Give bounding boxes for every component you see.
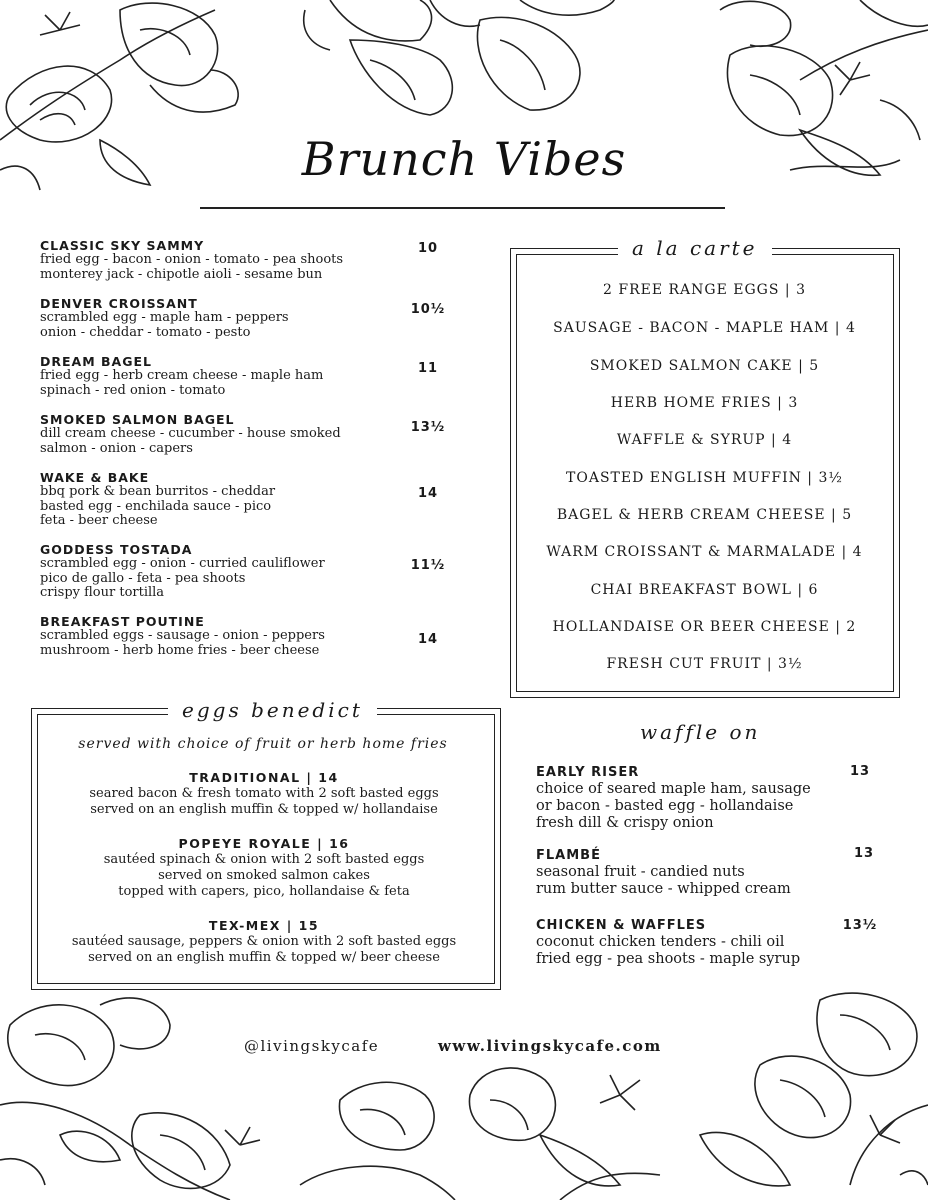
item-desc-line: bbq pork & bean burritos - cheddar [40, 484, 276, 499]
item-desc-line: basted egg - enchilada sauce - pico [40, 498, 272, 514]
benedict-item-desc-line: served on an english muffin & topped w/ beer cheese [88, 950, 440, 965]
item-price: 11 [417, 361, 439, 376]
waffle-item-price: 13 [849, 764, 871, 779]
waffle-item-desc-line: fried egg - pea shoots - maple syrup [536, 951, 801, 967]
menu-title: Brunch Vibes [301, 132, 627, 186]
a-la-carte-item: HERB HOME FRIES | 3 [610, 395, 799, 411]
benedict-item [36, 770, 492, 818]
waffle-item [536, 917, 896, 968]
waffle-item [536, 847, 896, 898]
menu-item [40, 470, 460, 529]
item-name: CLASSIC SKY SAMMY [40, 238, 205, 253]
waffle-item [536, 764, 896, 832]
item-price: 14 [417, 486, 439, 501]
item-price: 10 [417, 241, 439, 256]
menu-item [40, 238, 460, 282]
benedict-item [36, 918, 492, 966]
item-price: 11½ [410, 558, 446, 573]
waffle-item-desc-line: fresh dill & crispy onion [536, 815, 714, 831]
item-desc-line: scrambled eggs - sausage - onion - peppers [40, 628, 325, 643]
a-la-carte-item: CHAI BREAKFAST BOWL | 6 [590, 582, 819, 598]
item-desc-line: fried egg - bacon - onion - tomato - pea shoots [40, 252, 344, 267]
eggs-benedict-subtitle: served with choice of fruit or herb home fries [78, 736, 448, 752]
item-desc-line: onion - cheddar - tomato - pesto [40, 324, 251, 340]
floral-illustration-icon [0, 985, 928, 1200]
waffle-item-name: FLAMBÉ [536, 848, 601, 863]
social-handle-link[interactable]: @livingskycafe [244, 1037, 380, 1055]
item-desc-line: scrambled egg - maple ham - peppers [40, 310, 289, 325]
item-desc-line: pico de gallo - feta - pea shoots [40, 570, 246, 586]
item-desc-line: crispy flour tortilla [40, 585, 165, 600]
item-name: WAKE & BAKE [40, 470, 150, 485]
benedict-item-name: TRADITIONAL | 14 [189, 770, 339, 785]
item-price: 10½ [410, 302, 446, 317]
item-name: GODDESS TOSTADA [40, 542, 193, 557]
benedict-item-desc-line: sautéed spinach & onion with 2 soft basted eggs [103, 852, 425, 867]
menu-item [40, 412, 460, 456]
waffle-item-price: 13½ [842, 918, 878, 933]
item-name: DREAM BAGEL [40, 354, 152, 369]
a-la-carte-item: FRESH CUT FRUIT | 3½ [606, 656, 803, 672]
item-desc-line: salmon - onion - capers [40, 440, 193, 456]
a-la-carte-item: BAGEL & HERB CREAM CHEESE | 5 [556, 507, 853, 523]
menu-item [40, 296, 460, 340]
a-la-carte-item: WAFFLE & SYRUP | 4 [616, 432, 793, 448]
waffle-item-desc-line: or bacon - basted egg - hollandaise [536, 798, 794, 814]
waffle-item-desc-line: seasonal fruit - candied nuts [536, 864, 745, 880]
item-desc-line: monterey jack - chipotle aioli - sesame bun [40, 266, 323, 282]
item-desc-line: spinach - red onion - tomato [40, 382, 226, 398]
a-la-carte-item: 2 FREE RANGE EGGS | 3 [603, 282, 806, 298]
item-desc-line: mushroom - herb home fries - beer cheese [40, 642, 320, 658]
a-la-carte-item: SAUSAGE - BACON - MAPLE HAM | 4 [553, 320, 856, 336]
a-la-carte-item: HOLLANDAISE OR BEER CHEESE | 2 [552, 619, 857, 635]
item-price: 14 [417, 632, 439, 647]
item-desc-line: fried egg - herb cream cheese - maple ham [40, 368, 324, 383]
item-price: 13½ [410, 420, 446, 435]
benedict-item-desc-line: topped with capers, pico, hollandaise & feta [118, 884, 410, 899]
menu-item [40, 614, 460, 658]
floral-bottom-decoration [0, 985, 928, 1200]
waffle-item-desc-line: coconut chicken tenders - chili oil [536, 934, 785, 950]
benedict-item-desc-line: served on smoked salmon cakes [158, 868, 370, 883]
item-name: DENVER CROISSANT [40, 296, 198, 311]
item-desc-line: feta - beer cheese [40, 513, 158, 528]
a-la-carte-item: TOASTED ENGLISH MUFFIN | 3½ [566, 470, 843, 486]
menu-item [40, 542, 460, 601]
a-la-carte-item: WARM CROISSANT & MARMALADE | 4 [546, 544, 863, 560]
item-name: SMOKED SALMON BAGEL [40, 412, 235, 427]
waffle-item-name: EARLY RISER [536, 765, 640, 780]
benedict-item-desc-line: sautéed sausage, peppers & onion with 2 soft basted eggs [71, 934, 457, 949]
menu-item [40, 354, 460, 398]
benedict-item-name: TEX-MEX | 15 [208, 918, 320, 933]
waffle-item-price: 13 [853, 846, 875, 861]
item-desc-line: scrambled egg - onion - curried cauliflower [40, 556, 325, 571]
waffle-on-title: waffle on [640, 720, 761, 744]
waffle-item-name: CHICKEN & WAFFLES [536, 918, 707, 933]
benedict-item-name: POPEYE ROYALE | 16 [178, 836, 350, 851]
benedict-item [36, 836, 492, 900]
a-la-carte-item: SMOKED SALMON CAKE | 5 [589, 358, 820, 374]
benedict-item-desc-line: seared bacon & fresh tomato with 2 soft basted eggs [89, 786, 439, 801]
waffle-item-desc-line: rum butter sauce - whipped cream [536, 881, 791, 897]
item-desc-line: dill cream cheese - cucumber - house smoked [40, 426, 341, 441]
title-divider [200, 207, 725, 209]
a-la-carte-title: a la carte [618, 236, 772, 260]
website-link[interactable]: www.livingskycafe.com [438, 1037, 662, 1055]
waffle-item-desc-line: choice of seared maple ham, sausage [536, 781, 811, 797]
eggs-benedict-title: eggs benedict [168, 698, 377, 722]
benedict-item-desc-line: served on an english muffin & topped w/ hollandaise [90, 802, 438, 817]
item-name: BREAKFAST POUTINE [40, 614, 205, 629]
